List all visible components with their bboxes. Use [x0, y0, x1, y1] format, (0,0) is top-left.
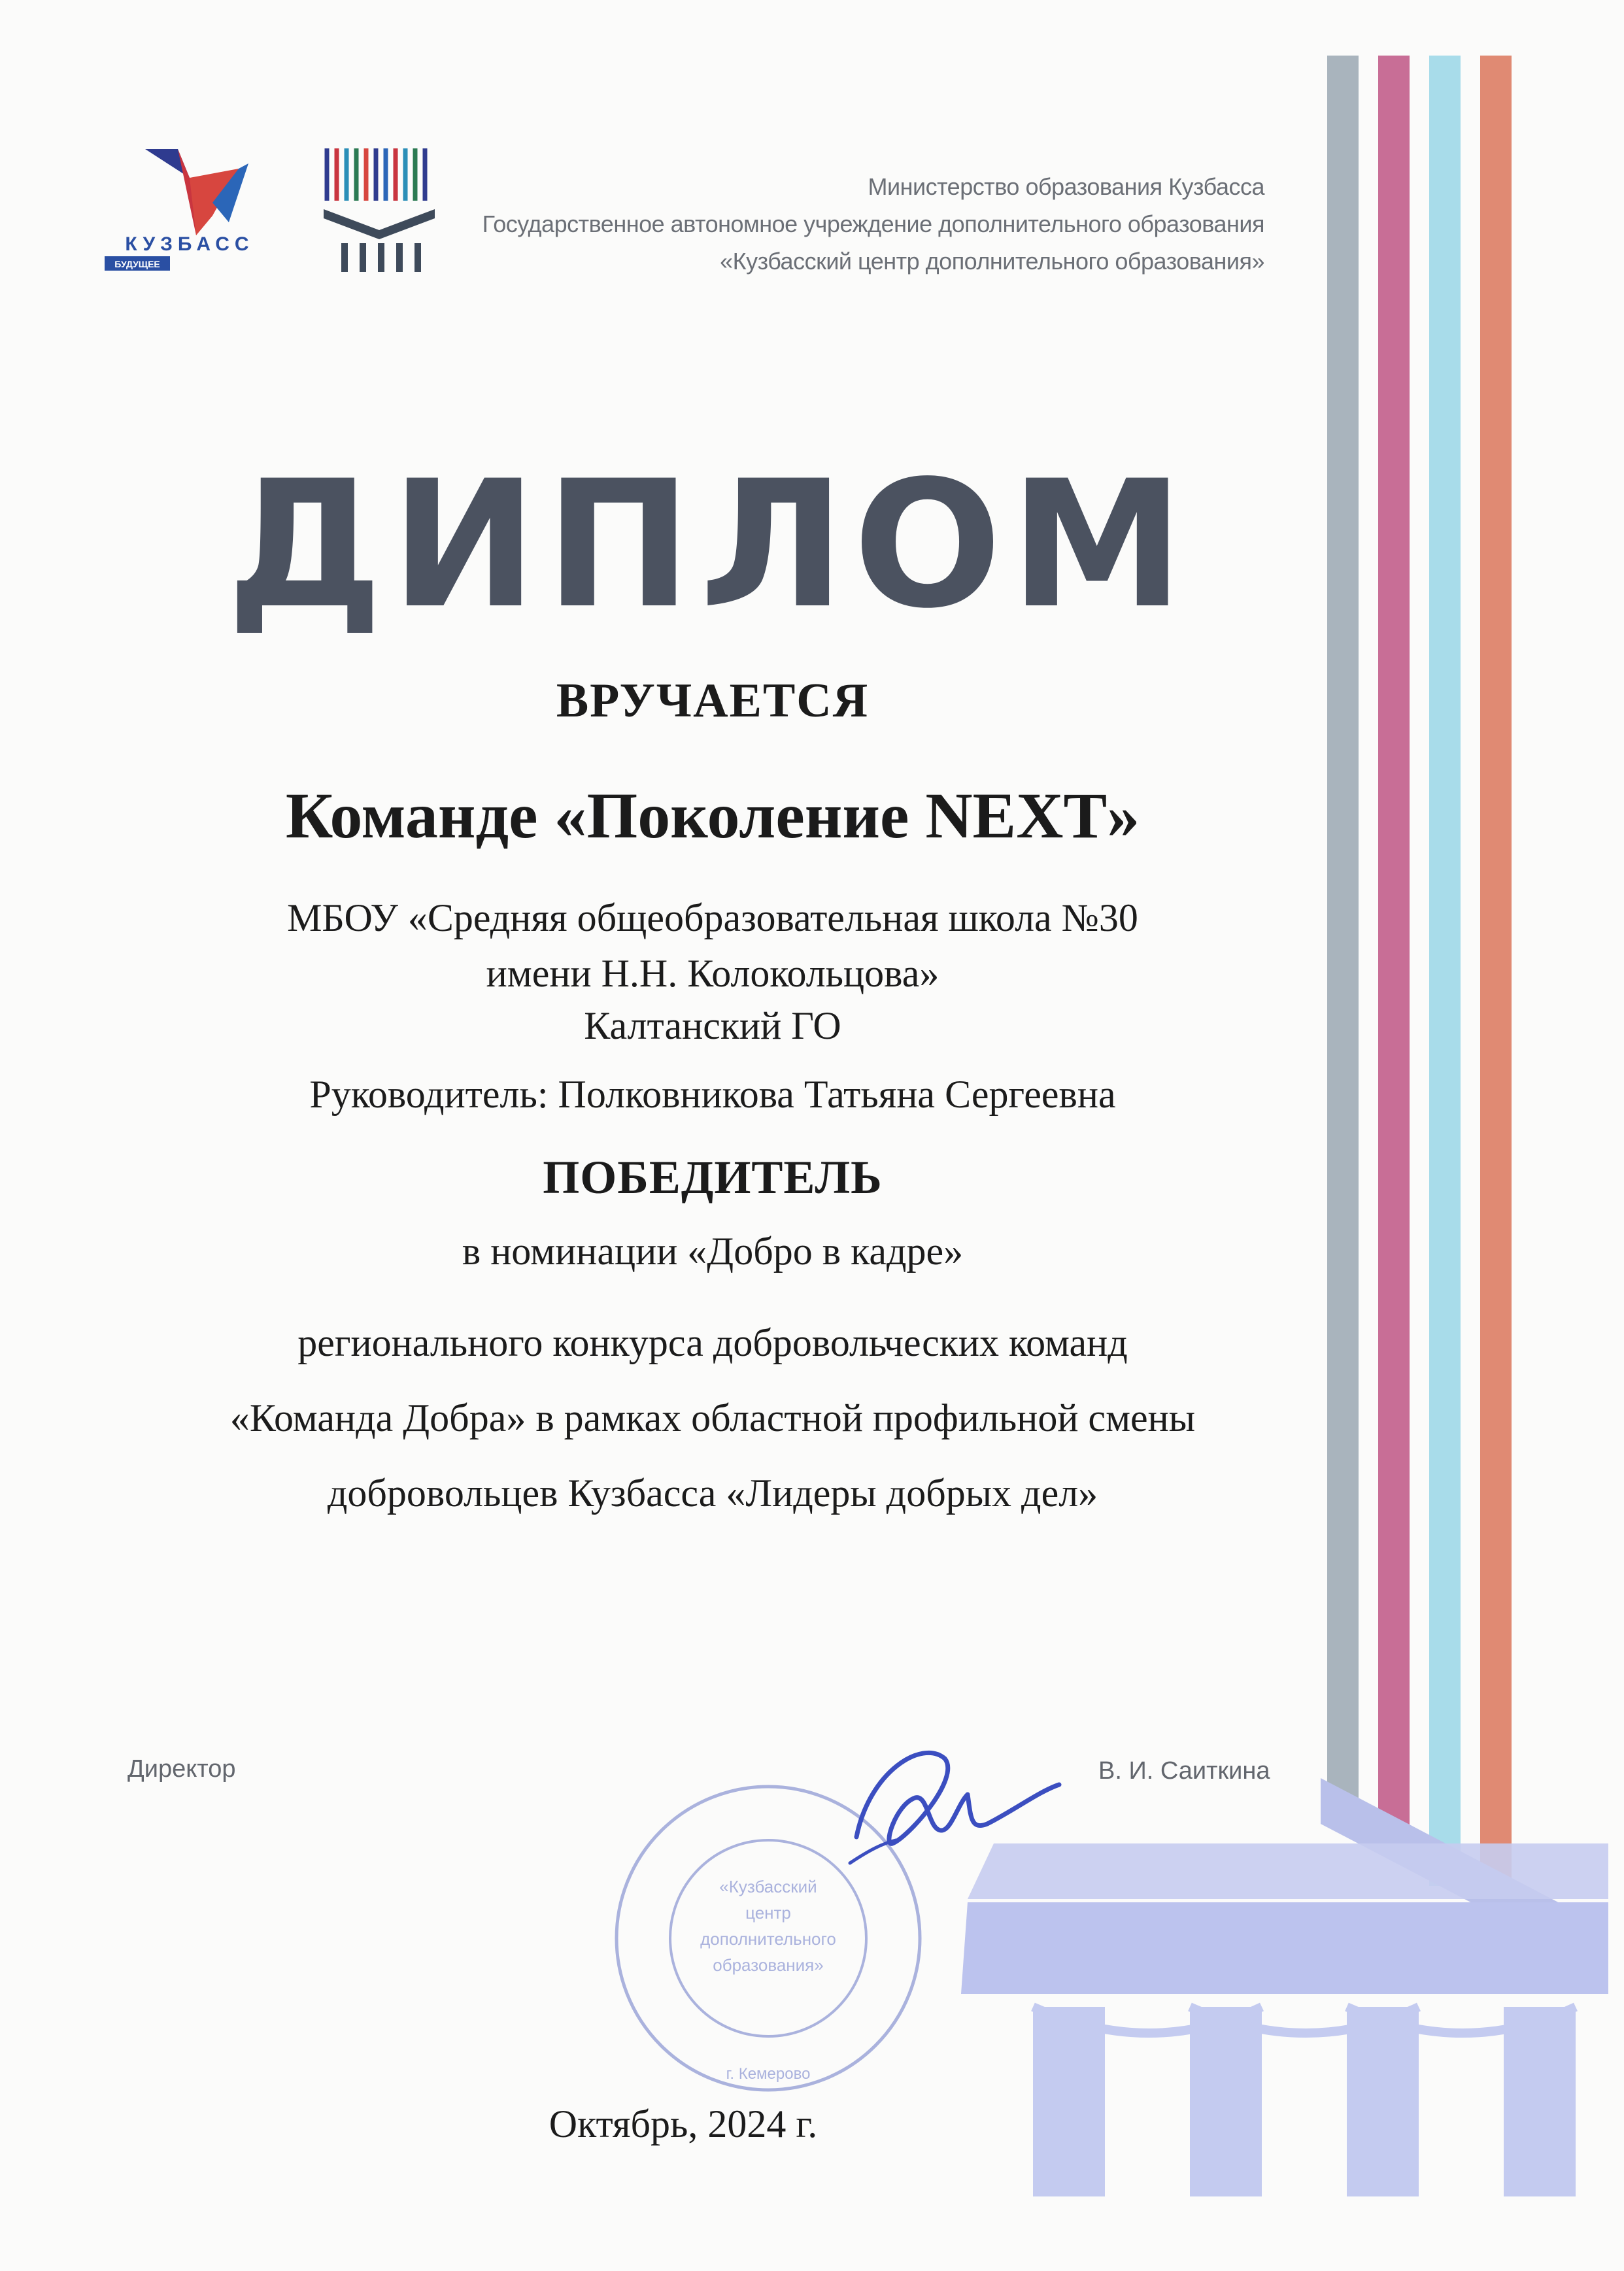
contest-line-2: «Команда Добра» в рамках областной профильной смены — [229, 1396, 1196, 1439]
stamp-line-4: образования» — [713, 1955, 824, 1975]
nomination: в номинации «Добро в кадре» — [462, 1230, 964, 1273]
kuzbass-logo-name: КУЗБАСС — [125, 233, 254, 255]
center-logo — [320, 145, 438, 276]
kuzbass-logo-sub: БУДУЩЕЕ — [114, 259, 160, 269]
stamp-city: г. Кемерово — [726, 2065, 811, 2083]
director-signature — [830, 1732, 1066, 1889]
org-ministry: Министерство образования Кузбасса — [868, 173, 1264, 200]
issue-date: Октябрь, 2024 г. — [549, 2102, 818, 2145]
stamp-line-3: дополнительного — [700, 1929, 836, 1949]
org-institution: Государственное автономное учреждение дополнительного образования — [482, 210, 1264, 237]
org-center: «Кузбасский центр дополнительного образования» — [720, 248, 1264, 275]
contest-line-3: добровольцев Кузбасса «Лидеры добрых дел» — [327, 1472, 1098, 1515]
decorative-stripes — [1308, 52, 1523, 1902]
team-name: Команде «Поколение NEXT» — [285, 779, 1140, 852]
signer-name: В. И. Саиткина — [1098, 1757, 1270, 1785]
diploma-title: ДИПЛОМ — [226, 443, 1193, 647]
leader: Руководитель: Полковникова Татьяна Сергеевна — [309, 1073, 1116, 1116]
signer-position: Директор — [127, 1755, 236, 1783]
contest-line-1: регионального конкурса добровольческих команд — [297, 1321, 1128, 1364]
winner-status: ПОБЕДИТЕЛЬ — [543, 1151, 883, 1203]
stamp-line-1: «Кузбасский — [719, 1877, 817, 1896]
awarded-label: ВРУЧАЕТСЯ — [556, 674, 870, 728]
school-line-2: имени Н.Н. Колокольцова» — [486, 952, 939, 995]
school-line-1: МБОУ «Средняя общеобразовательная школа №30 — [287, 896, 1138, 939]
kuzbass-logo — [98, 144, 281, 275]
stamp-line-2: центр — [745, 1903, 791, 1923]
district: Калтанский ГО — [584, 1004, 841, 1047]
